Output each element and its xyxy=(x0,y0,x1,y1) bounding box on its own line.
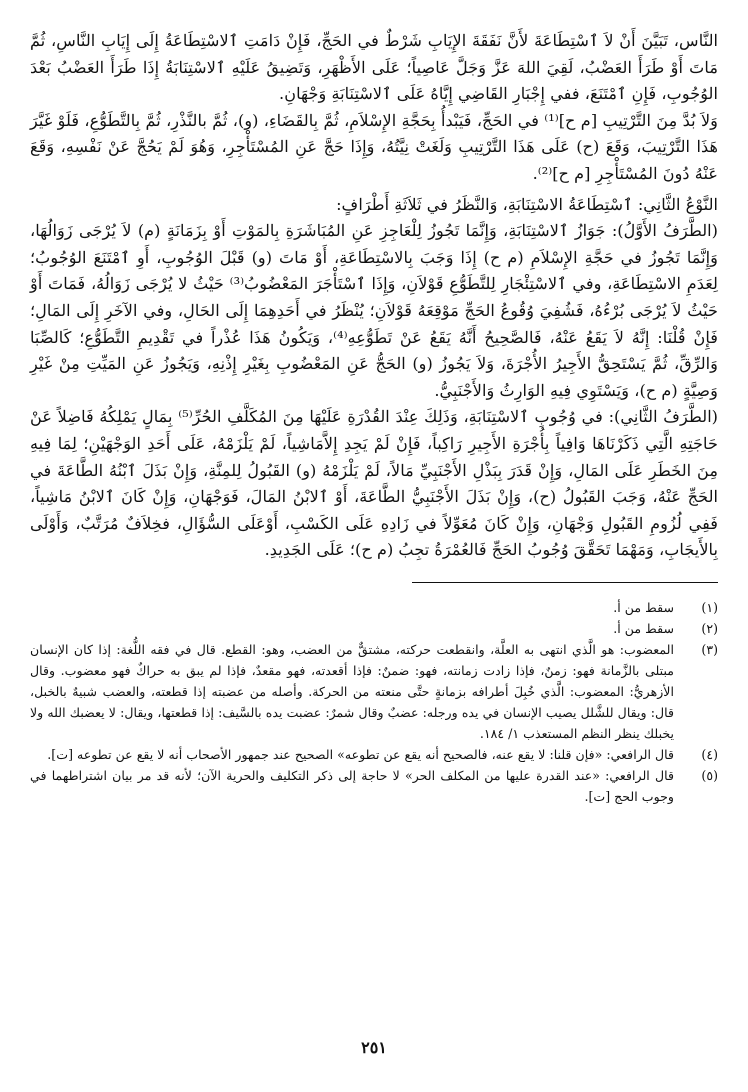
footnote-text: سقط من أ. xyxy=(613,620,674,636)
footnote-number: (١) xyxy=(701,599,718,615)
page-number: ٢٥١ xyxy=(361,1038,387,1057)
main-text xyxy=(30,28,718,564)
footnote-text: قال الرافعي: «عند القدرة عليها من المكلف الحر» لا حاجة إلى ذكر التكليف والحرية الآن؛ لأنه قد مر بيان اشتراطهما في وجوب الحج [ت]. xyxy=(30,767,674,804)
paragraph-1: النَّاس، تَبَيَّنَ أَنْ لاَ ٱسْتِطَاعَةَ لأَنَّ نَفَقَةَ الإِيَابِ شَرْطٌ في الحَجِّ، فَإِنْ دَامَتِ ٱلاسْتِطَاعَةُ إِلَى إِيَابِ النَّاسِ، ثُمَّ مَاتَ أَوْ طَرَأَ العَضْبُ، لَقِيَ اللهَ عَزَّ وَجَلَّ عَاصِياً؛ عَلَى الأَظْهَرِ، وَتَضِيقُ عَلَيْهِ ٱلاسْتِنَابَةُ إِذَا طَرَأَ العَضْبُ بَعْدَ الوُجُوبِ، فَإِنِ ٱمْتَنَعَ، ففي إِجْبَارِ القَاضِي إِيَّاهُ عَلَى ٱلاسْتِنَابَةِ وَجْهَانِ. xyxy=(30,31,718,104)
footnote-text: سقط من أ. xyxy=(613,599,674,615)
footnotes xyxy=(30,597,718,807)
footnote-number: (٢) xyxy=(701,620,718,636)
footnote-item xyxy=(30,618,718,639)
page-body xyxy=(30,28,718,807)
footnote-text: قال الرافعي: «فإن قلنا: لا يقع عنه، فالصحيح أنه يقع عن تطوعه» الصحيح عند جمهور الأصحاب أنه لا يقع عن تطوعه [ت]. xyxy=(47,746,674,762)
paragraph-first-part: (الطَّرَفُ الأَوَّلُ): جَوَازُ ٱلاسْتِنَابَةِ، وَإِنَّمَا تَجُوزُ لِلْعَاجِزِ عَنِ المُبَاشَرَةِ بِالمَوْتِ أَوْ بِزَمَانَةٍ (م) لاَ يُرْجَى زَوَالُهَا، وَإِنَّمَا تَجُوزُ في حَجَّةِ الإِسْلاَمِ (م ح) إِذَا وَجَبَ بِالاسْتِطَاعَةِ، أَوْ مَاتَ (و) قَبْلَ الوُجُوبِ، أَوِ ٱمْتَنَعَ الوُجُوبُ؛ لِعَدَمِ الاسْتِطَاعَةِ، وفي ٱلاسْتِئْجَارِ لِلتَّطَوُّعِ قَوْلاَنِ، وَإِذَا ٱسْتَأْجَرَ المَعْضُوبُ⁽³⁾ حَيْثُ لا يُرْجَى زَوَالُهُ، فَمَاتَ أَوْ حَيْثُ لاَ يُرْجَى بُرْءُهُ، فَشُفِيَ وُقُوعُ الحَجِّ مَوْقِعَهُ قَوْلاَنِ؛ يُنْظَرُ في أَحَدِهِمَا إِلَى الحَالِ، وفي الآخَرِ إِلَى المَالِ؛ فَإِنْ قُلْنَا: إِنَّهُ لاَ يَقَعُ عَنْهُ، فَالصَّحِيحُ أَنَّهُ يَقَعُ عَنْ تَطَوُّعِهِ⁽⁴⁾، وَيَكُونُ هَذَا عُذْراً في تَقْدِيمِ التَّطَوُّعِ؛ كَالصِّبَا وَالرِّقِّ، ثُمَّ يَسْتَحِقُّ الأَجِيرُ الأُجْرَةَ، وَلاَ يَجُوزُ (و) الحَجُّ عَنِ المَعْضُوبِ بِغَيْرِ إِذْنِهِ، وَيَجُوزُ عَنِ المَيِّتِ مِنْ غَيْرِ وَصِيَّةٍ (م ح)، وَيَسْتَوِي فِيهِ الوَارِثُ وَالأَجْنَبِيُّ. xyxy=(30,221,718,400)
footnote-number: (٣) xyxy=(701,641,718,657)
footnote-number: (٥) xyxy=(701,767,718,783)
paragraph-second-part: (الطَّرَفُ الثَّانِي): في وُجُوبِ ٱلاسْتِنَابَةِ، وَذَلِكَ عِنْدَ القُدْرَةِ عَلَيْهَا مِنَ المُكَلَّفِ الحُرِّ⁽⁵⁾ بِمَالٍ يَمْلِكُهُ فَاضِلاً عَنْ حَاجَتِهِ الَّتِي ذَكَرْنَاهَا وَافِياً بِأُجْرَةِ الأَجِيرِ رَاكِباً، فَإِنْ لَمْ يَجِدِ إِلاَّمَاشِياً، لَمْ يَلْزَمْهُ، عَلَى أَحَدِ الوَجْهَيْنِ؛ لِمَا فِيهِ مِنَ الخَطَرِ عَلَى المَالِ، وَإِنْ قَدَرَ بِبَذْلِ الأَجْنَبِيِّ مَالاً، لَمْ يَلْزَمْهُ (و) القَبُولُ لِلمِنَّةِ، وَإِنْ بَذَلَ ٱبْنُهُ الطَّاعَةَ في الحَجِّ عَنْهُ، وَجَبَ القَبُولُ (ح)، وَإِنْ بَذَلَ الأَجْنَبِيُّ الطَّاعَةَ، أَوْ ٱلابْنُ المَالَ، فَوَجْهَانِ، وَإِنْ كَانَ ٱلابْنُ مَاشِياً، فَفِي لُزُومِ القَبُولِ وَجْهَانِ، وَإِنْ كَانَ مُعَوِّلاً في زَادِهِ عَلَى الكَسْبِ، أَوْعَلَى السُّؤَالِ، فخِلاَفٌ مُرَتَّبٌ، وَأَوْلَى بِالأَيجَابِ، وَمَهْمَا تَحَقَّقَ وُجُوبُ الحَجِّ فَالعُمْرَةُ تجِبُ (م ح)؛ عَلَى الجَدِيدِ. xyxy=(30,407,719,560)
section-heading: النَّوْعُ الثَّانِي: ٱسْتِطَاعَةُ الاسْتِنَابَةِ، وَالنَّظَرُ في ثَلاَثَةِ أَطْرَافٍ: xyxy=(336,194,718,214)
footnote-item xyxy=(30,639,718,744)
footnote-divider xyxy=(412,582,718,583)
footnote-item xyxy=(30,597,718,618)
footnote-item xyxy=(30,744,718,765)
footnote-item xyxy=(30,765,718,807)
paragraph-2: وَلاَ بُدَّ مِنَ التَّرْتِيبِ [م ح]⁽¹⁾ في الحَجِّ، فَيَبْدأُ بِحَجَّةِ الإِسْلاَمِ، ثُمَّ بِالقَضَاءِ، (و)، ثُمَّ بالنَّذْرِ، ثُمَّ بِالتَّطَوُّعِ، فَلَوْ غَيَّرَ هَذَا التَّرْتِيبَ، وَقَعَ (ح) عَلَى هَذَا التَّرْتِيبِ وَلَغَتْ نِيَّتُهُ، وَإِذَا حَجَّ عَنِ المُسْتَأْجِرِ، وَهُوَ لَمْ يَحُجَّ عَنْ نَفْسِهِ، وَقَعَ عَنْهُ دُونَ المُسْتَأْجِرِ [م ح]⁽²⁾. xyxy=(30,110,718,183)
footnote-text: المعضوب: هو الَّذي انتهى به العلَّة، وانقطعت حركته، مشتقٌّ من العضب، وهو: القطع. قال في فقه اللُّغة: إذا كان الإنسان مبتلى بالزَّمانة فهو: زمنٌ، فإذا زادت زمانته، فهو: ضمنٌ: فإذا أقعدته، فهو مقعدٌ، فإذا لم يبق به حراكٌ فهو معضوب. وقال الأزهريُّ: المعضوب: الَّذي خُبِلَ أطرافه بزمانةٍ حتَّى منعته من الحركة. وأصله من عضبته إذا قطعته، والعضب شبيهٌ بالخبل، قال: ويقال للشَّلل يصيب الإنسان في يده ورجله: عضبٌ وقال شمرٌ: عضبت يده بالسَّيف: إذا قطعتها، ويقال: لا يعضبك الله ولا يخبلك ينظر النظم المستعذب ١/ ١٨٤. xyxy=(30,641,674,741)
footnote-number: (٤) xyxy=(701,746,718,762)
